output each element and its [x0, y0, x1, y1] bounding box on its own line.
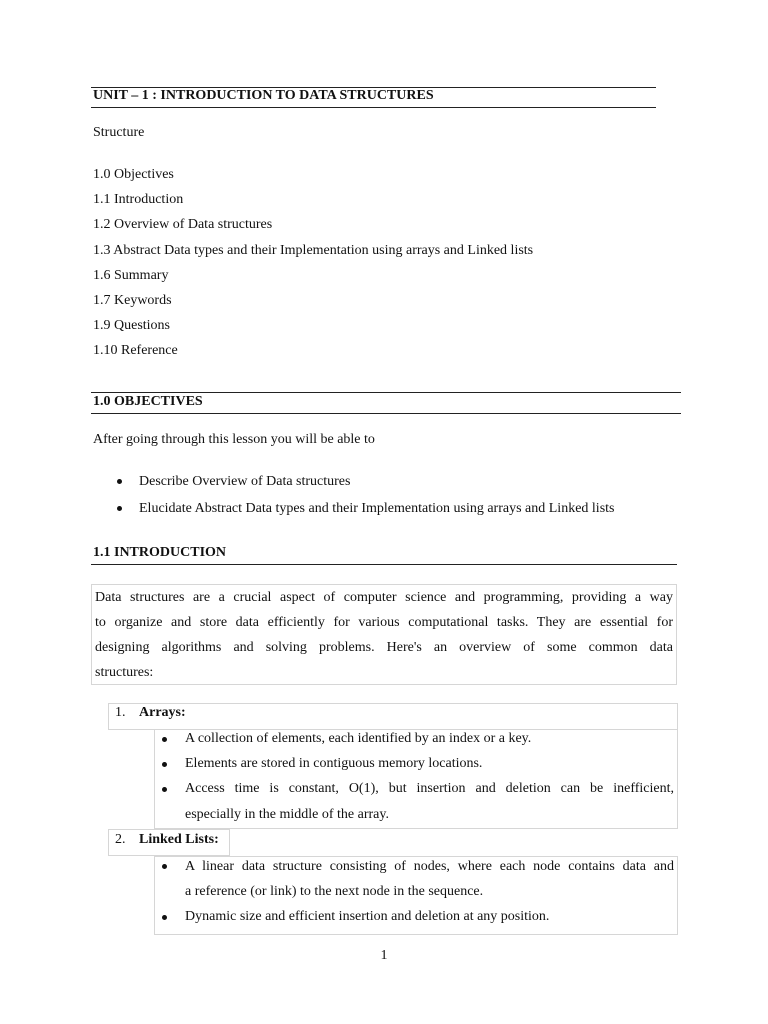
bullet-icon	[117, 479, 122, 484]
toc-item-reference: 1.10 Reference	[93, 343, 178, 358]
bullet-icon	[162, 787, 167, 792]
bullet-icon	[162, 737, 167, 742]
unit-title: UNIT – 1 : INTRODUCTION TO DATA STRUCTURES	[93, 88, 434, 103]
toc-item-overview: 1.2 Overview of Data structures	[93, 217, 273, 232]
list-bullet: Access time is constant, O(1), but insertion and deletion can be inefficient,	[185, 781, 674, 796]
toc-item-adt: 1.3 Abstract Data types and their Implementation using arrays and Linked lists	[93, 243, 534, 258]
bullet-icon	[162, 762, 167, 767]
structure-label: Structure	[93, 125, 145, 140]
introduction-line: structures:	[95, 665, 154, 680]
list-bullet-continuation: especially in the middle of the array.	[185, 807, 389, 822]
list-item-title-arrays: Arrays:	[139, 705, 186, 720]
list-bullet: Dynamic size and efficient insertion and deletion at any position.	[185, 909, 550, 924]
toc-item-objectives: 1.0 Objectives	[93, 167, 174, 182]
list-item-number: 2.	[115, 832, 126, 847]
introduction-line: designing algorithms and solving problems. Here's an overview of some common data	[95, 640, 673, 655]
toc-item-keywords: 1.7 Keywords	[93, 293, 172, 308]
list-header-frame	[108, 703, 678, 730]
objectives-intro: After going through this lesson you will be able to	[93, 432, 375, 447]
bullet-icon	[117, 506, 122, 511]
list-item-title-linked-lists: Linked Lists:	[139, 832, 219, 847]
introduction-paragraph-box	[91, 584, 677, 685]
introduction-paragraph	[95, 585, 673, 685]
title-bottom-rule	[91, 107, 656, 108]
introduction-rule	[91, 564, 677, 565]
toc-item-questions: 1.9 Questions	[93, 318, 170, 333]
introduction-line: Data structures are a crucial aspect of computer science and programming, providing a way	[95, 590, 673, 605]
objectives-heading: 1.0 OBJECTIVES	[93, 394, 203, 409]
objectives-bottom-rule	[91, 413, 681, 414]
list-bullet: A linear data structure consisting of nodes, where each node contains data and	[185, 859, 674, 874]
introduction-line: to organize and store data efficiently for various computational tasks. They are essential for	[95, 615, 673, 630]
list-item-number: 1.	[115, 705, 126, 720]
list-bullet: Elements are stored in contiguous memory locations.	[185, 756, 483, 771]
bullet-icon	[162, 864, 167, 869]
page-number: 1	[380, 948, 388, 963]
objective-item: Elucidate Abstract Data types and their Implementation using arrays and Linked lists	[139, 501, 615, 516]
list-bullet-continuation: a reference (or link) to the next node in the sequence.	[185, 884, 484, 899]
objective-item: Describe Overview of Data structures	[139, 474, 351, 489]
bullet-icon	[162, 915, 167, 920]
toc-item-introduction: 1.1 Introduction	[93, 192, 184, 207]
introduction-heading: 1.1 INTRODUCTION	[93, 545, 227, 560]
list-bullet: A collection of elements, each identified by an index or a key.	[185, 731, 532, 746]
toc-item-summary: 1.6 Summary	[93, 268, 169, 283]
